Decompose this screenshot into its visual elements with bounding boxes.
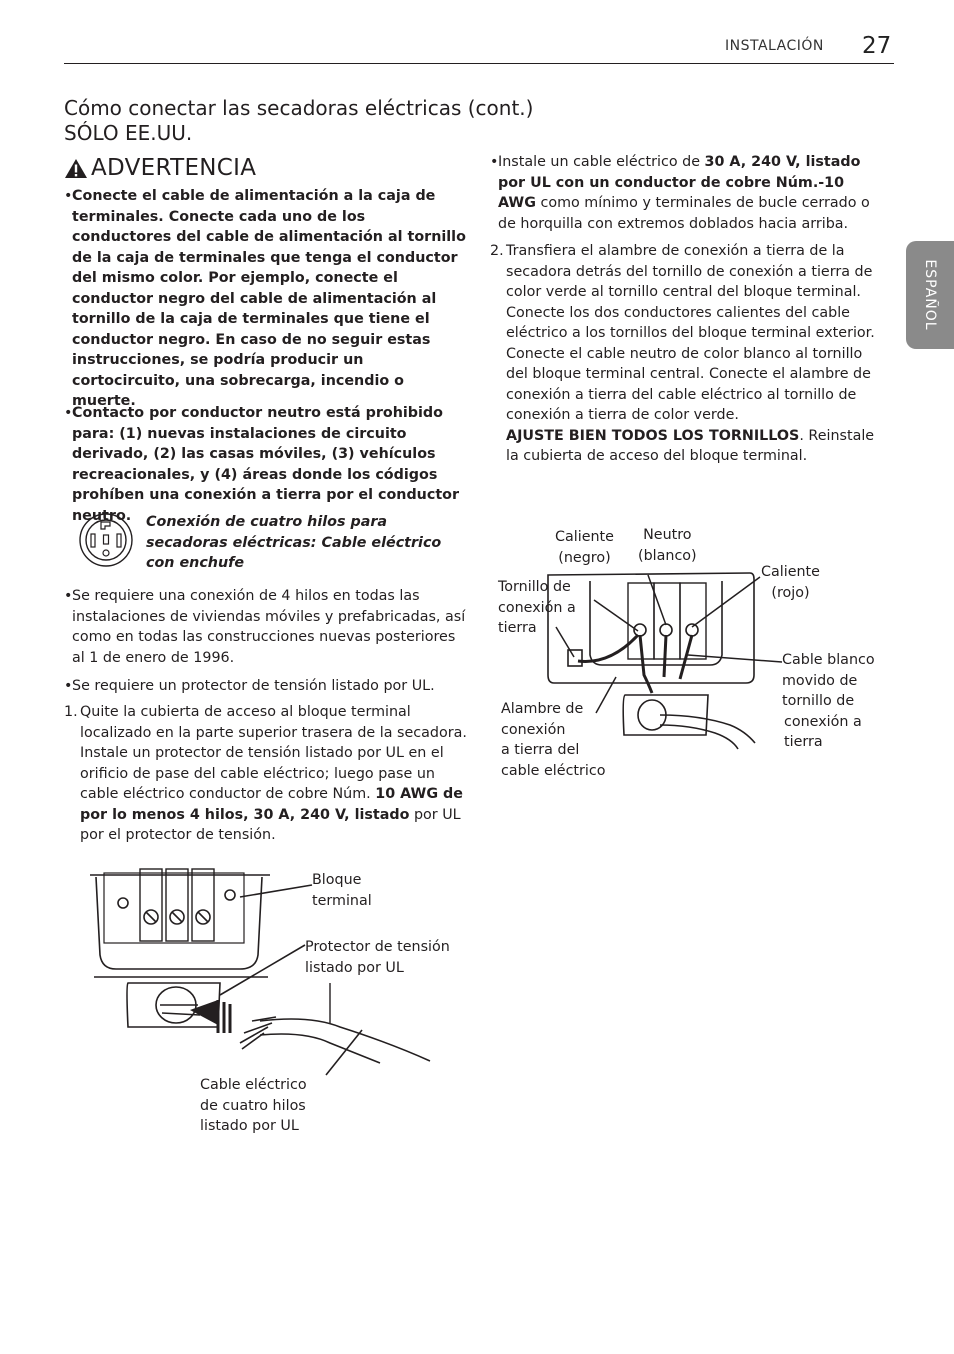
- label-line: Protector de tensión: [305, 939, 450, 955]
- label-line: Cable eléctrico: [200, 1077, 307, 1093]
- label-line: conexión a: [498, 599, 576, 616]
- label-line: conexión: [501, 721, 566, 738]
- warning-bullet-1: [64, 186, 467, 412]
- label-line: Caliente: [555, 529, 614, 545]
- label-line: Caliente: [761, 564, 820, 580]
- step-2-number: 2.: [490, 243, 504, 259]
- requirement-bullet-1: [64, 586, 467, 668]
- label-line: (rojo): [771, 584, 810, 601]
- label-caliente-rojo: [761, 562, 820, 603]
- label-line: cable eléctrico: [501, 762, 606, 779]
- label-line: (blanco): [638, 547, 697, 564]
- step-2-text-b: AJUSTE BIEN TODOS LOS TORNILLOS: [506, 427, 800, 444]
- bullet-mark: •: [64, 405, 73, 421]
- label-line: terminal: [312, 892, 372, 909]
- warning-heading-text: ADVERTENCIA: [91, 155, 257, 181]
- outlet-caption: Conexión de cuatro hilos para secadoras eléctricas: Cable eléctrico con enchufe: [146, 514, 442, 571]
- title-line-1: Cómo conectar las secadoras eléctricas (cont.): [64, 96, 534, 120]
- label-line: conexión a: [784, 713, 862, 730]
- label-tornillo-tierra: [498, 577, 576, 639]
- four-wire-outlet-icon: [78, 512, 134, 568]
- warning-heading: [64, 154, 256, 182]
- label-protector: [305, 937, 450, 978]
- label-line: Neutro: [643, 527, 692, 543]
- cable-req-text-c: como mínimo y terminales de bucle cerrado o de horquilla con extremos doblados hacia arriba.: [498, 195, 870, 232]
- warning-icon: [64, 158, 88, 179]
- label-bloque-terminal: [312, 870, 372, 911]
- label-line: Cable blanco: [782, 652, 875, 668]
- step-2-text-c: . Reinstale la cubierta de acceso del bloque terminal.: [506, 427, 875, 464]
- label-line: de cuatro hilos: [200, 1097, 306, 1114]
- label-line: listado por UL: [305, 959, 404, 976]
- step-1-number: 1.: [64, 704, 78, 720]
- label-line: Alambre de: [501, 701, 584, 717]
- cable-req-text-a: Instale un cable eléctrico de: [498, 154, 705, 170]
- header-divider: [64, 63, 894, 64]
- section-header: INSTALACIÓN: [725, 38, 824, 54]
- warning-bullet-2: [64, 403, 467, 526]
- label-line: (negro): [558, 549, 611, 566]
- requirement-bullet-2: [64, 676, 467, 697]
- bullet-mark: •: [64, 678, 73, 694]
- label-line: tornillo de: [782, 693, 855, 709]
- label-line: tierra: [784, 734, 823, 750]
- step-1-text-c: por UL por el protector de tensión.: [80, 806, 461, 843]
- label-cable-cuatro-hilos: [200, 1075, 307, 1137]
- step-1-text-a: Quite la cubierta de acceso al bloque terminal localizado en la parte superior trasera de la secadora. Instale un protector de tensión listado por UL en el orificio de pase del cable eléctrico; luego pase un cable eléctrico conductor de cobre Núm.: [80, 704, 467, 802]
- label-line: a tierra del: [501, 742, 580, 758]
- label-line: listado por UL: [200, 1118, 299, 1134]
- label-line: Tornillo de: [498, 579, 571, 595]
- label-alambre-tierra: [501, 699, 606, 781]
- label-line: Bloque: [312, 872, 362, 888]
- step-2: [490, 241, 885, 467]
- bullet-mark: •: [490, 154, 499, 170]
- step-2-text-a: Transfiera el alambre de conexión a tierra de la secadora detrás del tornillo de conexión a tierra de color verde al tornillo central del bloque terminal. Conecte los dos conductores calientes del cable eléctrico a los tornillos del bloque terminal exterior. Conecte el cable neutro de color blanco al tornillo del bloque terminal central. Conecte el alambre de conexión a tierra del cable eléctrico al tornillo de conexión a tierra de color verde.: [506, 243, 875, 423]
- label-cable-blanco: [782, 650, 875, 753]
- language-tab: [906, 241, 954, 349]
- language-tab-label: ESPAÑOL: [922, 259, 938, 331]
- cable-req-text-b: 30 A, 240 V, listado por UL con un conductor de cobre Núm.-10 AWG: [498, 154, 861, 211]
- step-1-text-b: 10 AWG de por lo menos 4 hilos, 30 A, 240 V, listado: [80, 786, 463, 823]
- label-neutro: [638, 525, 697, 566]
- page-title: [64, 96, 533, 146]
- bullet-mark: •: [64, 588, 73, 604]
- warning-bullet-2-text: Contacto por conductor neutro está prohibido para: (1) nuevas instalaciones de circuito derivado, (2) las casas móviles, (3) vehículos recreacionales, y (4) áreas donde los códigos prohíben una conexión a tierra por el conductor neutro.: [72, 405, 460, 524]
- requirement-bullet-1-text: Se requiere una conexión de 4 hilos en todas las instalaciones de viviendas móviles y prefabricadas, así como en todas las construcciones nuevas posteriores al 1 de enero de 1996.: [72, 588, 466, 666]
- warning-bullet-1-text: Conecte el cable de alimentación a la caja de terminales. Conecte cada uno de los conductores del cable de alimentación al tornillo de la caja de terminales que tenga el conductor del mismo color. Por ejemplo, conecte el conductor negro del cable de alimentación al tornillo de la caja de terminales que tiene el conductor negro. En caso de no seguir estas instrucciones, se podría producir un cortocircuito, una sobrecarga, incendio o muerte.: [72, 188, 466, 409]
- label-line: tierra: [498, 620, 537, 636]
- bullet-mark: •: [64, 188, 73, 204]
- cable-requirement-bullet: [490, 152, 885, 234]
- requirement-bullet-2-text: Se requiere un protector de tensión listado por UL.: [72, 678, 435, 694]
- step-1: [64, 702, 467, 846]
- label-caliente-negro: [555, 527, 614, 568]
- page-number: 27: [862, 33, 892, 59]
- label-line: movido de: [782, 672, 858, 689]
- title-line-2: SÓLO EE.UU.: [64, 121, 193, 145]
